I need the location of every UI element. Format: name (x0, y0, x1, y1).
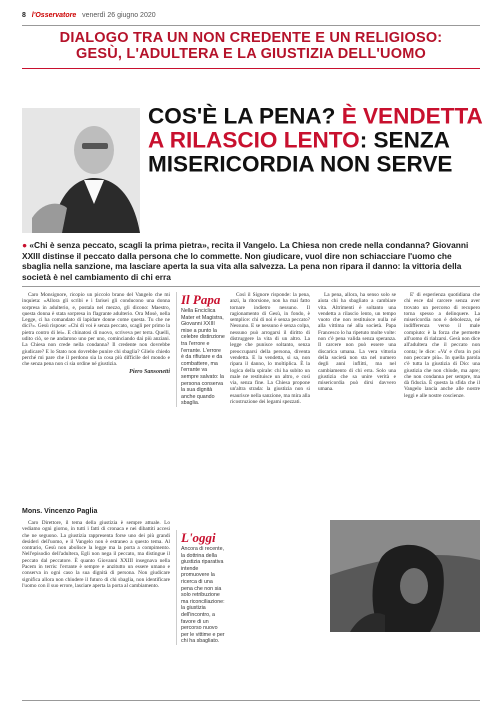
headline-part-4: : SENZA (359, 127, 450, 153)
headline-part-3: A RILASCIO LENTO (148, 127, 360, 153)
reply-column (22, 520, 170, 590)
sidebar-oggi-text: Ancora di recente, la dottrina della giustizia riparativa intende promuovere la ricerca di una pena che non sia solo retribuzione ma riconciliazione: la giustizia dell'incontro, a favore di un percorso nuovo per le vittime e per chi ha sbagliato. (181, 546, 225, 645)
portrait-image (22, 108, 140, 233)
kicker-divider (22, 68, 480, 69)
body-col4-text: E' di esperienza quotidiana che chi esce dal carcere senza aver trovato un percorso di recupero torna spesso a delinquere. La misericordia non è debolezza, né indifferenza verso il male compiuto: è la forza che permette all'uomo di rialzarsi. Gesù non dice all'adultera che il peccato non conta; le dice: «Va' e d'ora in poi non peccare più». In quella parola c'è tutta la giustizia di Dio: una giustizia che non chiude, ma apre; che non condanna per sempre, ma dà fiducia. È questa la sfida che il Vangelo lancia anche alle nostre leggi e alle nostre coscienze. (404, 292, 480, 399)
body-col2-text: Così il Signore risponde: la pena, anzi, la ritorsione, non ha mai fatto tornare indietro nessuno. Il ragionamento di Gesù, in fondo, è semplice: chi di noi è senza peccato? Nessuno. E se nessuno è senza colpa, nessuno può arrogarsi il diritto di distruggere la vita di un altro. La legge che punisce soltanto, senza preoccuparsi della persona, diventa vendetta. E la vendetta, si sa, non ripara il danno, lo moltiplica. È la logica della spirale: chi ha subito un male ne restituisce un altro, e così via, senza fine. La Chiesa propone un'altra strada: la giustizia non si esaurisce nella sanzione, ma mira alla ricostruzione dei legami spezzati. (230, 292, 310, 406)
lead-bullet: ● (22, 240, 28, 250)
body-column-2 (230, 292, 310, 406)
monsignor-photo (22, 108, 140, 233)
headline-part-2: È VENDETTA (341, 103, 483, 129)
page-header (22, 12, 480, 24)
lead-paragraph (22, 240, 480, 282)
page-number: 8 (22, 12, 26, 19)
kicker-line-1: DIALOGO TRA UN NON CREDENTE E UN RELIGIOSO: (59, 30, 443, 46)
headline (148, 103, 483, 177)
publication-name: l'Osservatore (31, 12, 77, 19)
header-divider (22, 25, 480, 26)
woman-photo (330, 520, 480, 632)
kicker (22, 30, 480, 62)
reply-author: Mons. Vincenzo Paglia (22, 508, 98, 515)
letter-text: Caro Monsignore, ricopio un piccolo brano del Vangelo che mi inquieta: «Allora gli scribi e i farisei gli conducono una donna sorpresa in adulterio, e, postala nel mezzo, gli dicono: Maestro, questa donna è stata sorpresa in flagrante adulterio. Ora Mosè, nella Legge, ci ha comandato di lapidare donne come questa. Tu che ne dici?». Gesù rispose: «Chi di voi è senza peccato, scagli per primo la pietra contro di lei». E chinatosi di nuovo, scriveva per terra. Quelli, udito ciò, se ne andarono uno per uno, cominciando dai più anziani. La Chiesa non crede nella condanna? Il credente non dovrebbe giudicare? E lo Stato non dovrebbe punire chi sbaglia? Glielo chiedo perché mi pare che il perdono sia la cosa più difficile del mondo e che senza pena non ci sia ordine né giustizia. (22, 292, 170, 368)
sidebar-papa-text: Nella Enciclica Mater et Magistra, Giovanni XXIII mise a punto la celebre distinzione tra l'errore e l'errante. L'errore è da rifiutare e da combattere, ma l'errante va sempre salvato: la persona conserva la sua dignità anche quando sbaglia. (181, 308, 225, 407)
sidebar-papa (176, 292, 225, 407)
issue-date: venerdì 26 giugno 2020 (82, 12, 156, 19)
sidebar-oggi-title: L'oggi (181, 530, 216, 545)
body-column-4 (404, 292, 480, 400)
kicker-line-2: GESÙ, L'ADULTERA E LA GIUSTIZIA DELL'UOMO (76, 46, 426, 62)
body-col3-text: La pena, allora, ha senso solo se aiuta chi ha sbagliato a cambiare vita. Altrimenti è soltanto una vendetta a rilascio lento, un tempo vuoto che non restituisce nulla né alla vittima né alla società. Papa Francesco lo ha ripetuto molte volte: non c'è pena valida senza speranza. Il carcere non può essere una discarica umana. La vera vittoria della società non sta nel numero degli anni inflitti, ma nel cambiamento di chi erra. Solo una giustizia che sa unire verità e misericordia può dirsi davvero umana. (318, 292, 396, 393)
footer-divider (22, 700, 480, 701)
lead-text: «Chi è senza peccato, scagli la prima pietra», recita il Vangelo. La Chiesa non crede nella condanna? Giovanni XXIII distinse il peccato dalla persona che lo commette. Non giudicare, vuol dire non schiacciare l'uomo che sbaglia nella sanzione, ma lasciare aperta la sua vita alla salvezza. La pena non ripara il danno: la vittoria della società è nel cambiamento di chi erra (22, 240, 469, 282)
woman-image (330, 520, 480, 632)
letter-signature: Piero Sansonetti (129, 368, 170, 375)
headline-part-5: MISERICORDIA NON SERVE (148, 151, 453, 177)
headline-part-1: COS'È LA PENA? (148, 103, 336, 129)
sidebar-oggi (176, 530, 225, 645)
sidebar-papa-title: Il Papa (181, 292, 221, 307)
letter-column (22, 292, 170, 375)
reply-text: Caro Direttore, il tema della giustizia è sempre attuale. Lo vediamo ogni giorno, in tutti i fatti di cronaca e nei dibattiti accesi che ne seguono. La giustizia rappresenta forse uno dei più grandi desideri dell'uomo, e il Vangelo non è estraneo a questo tema. Al contrario, Gesù non abolisce la legge ma la porta a compimento. Nell'episodio dell'adultera, Egli non nega il peccato, ma distingue il peccato dal peccatore. È quanto Giovanni XXIII insegnava nella Pacem in terris: l'errante è sempre e anzitutto un essere umano e conserva in ogni caso la sua dignità di persona. Non giudicare significa allora non chiudere il futuro di chi sbaglia, non identificare l'uomo con il suo errore, lasciare aperta la porta al cambiamento. (22, 520, 170, 589)
lead-divider (22, 286, 480, 287)
body-column-3 (318, 292, 396, 394)
